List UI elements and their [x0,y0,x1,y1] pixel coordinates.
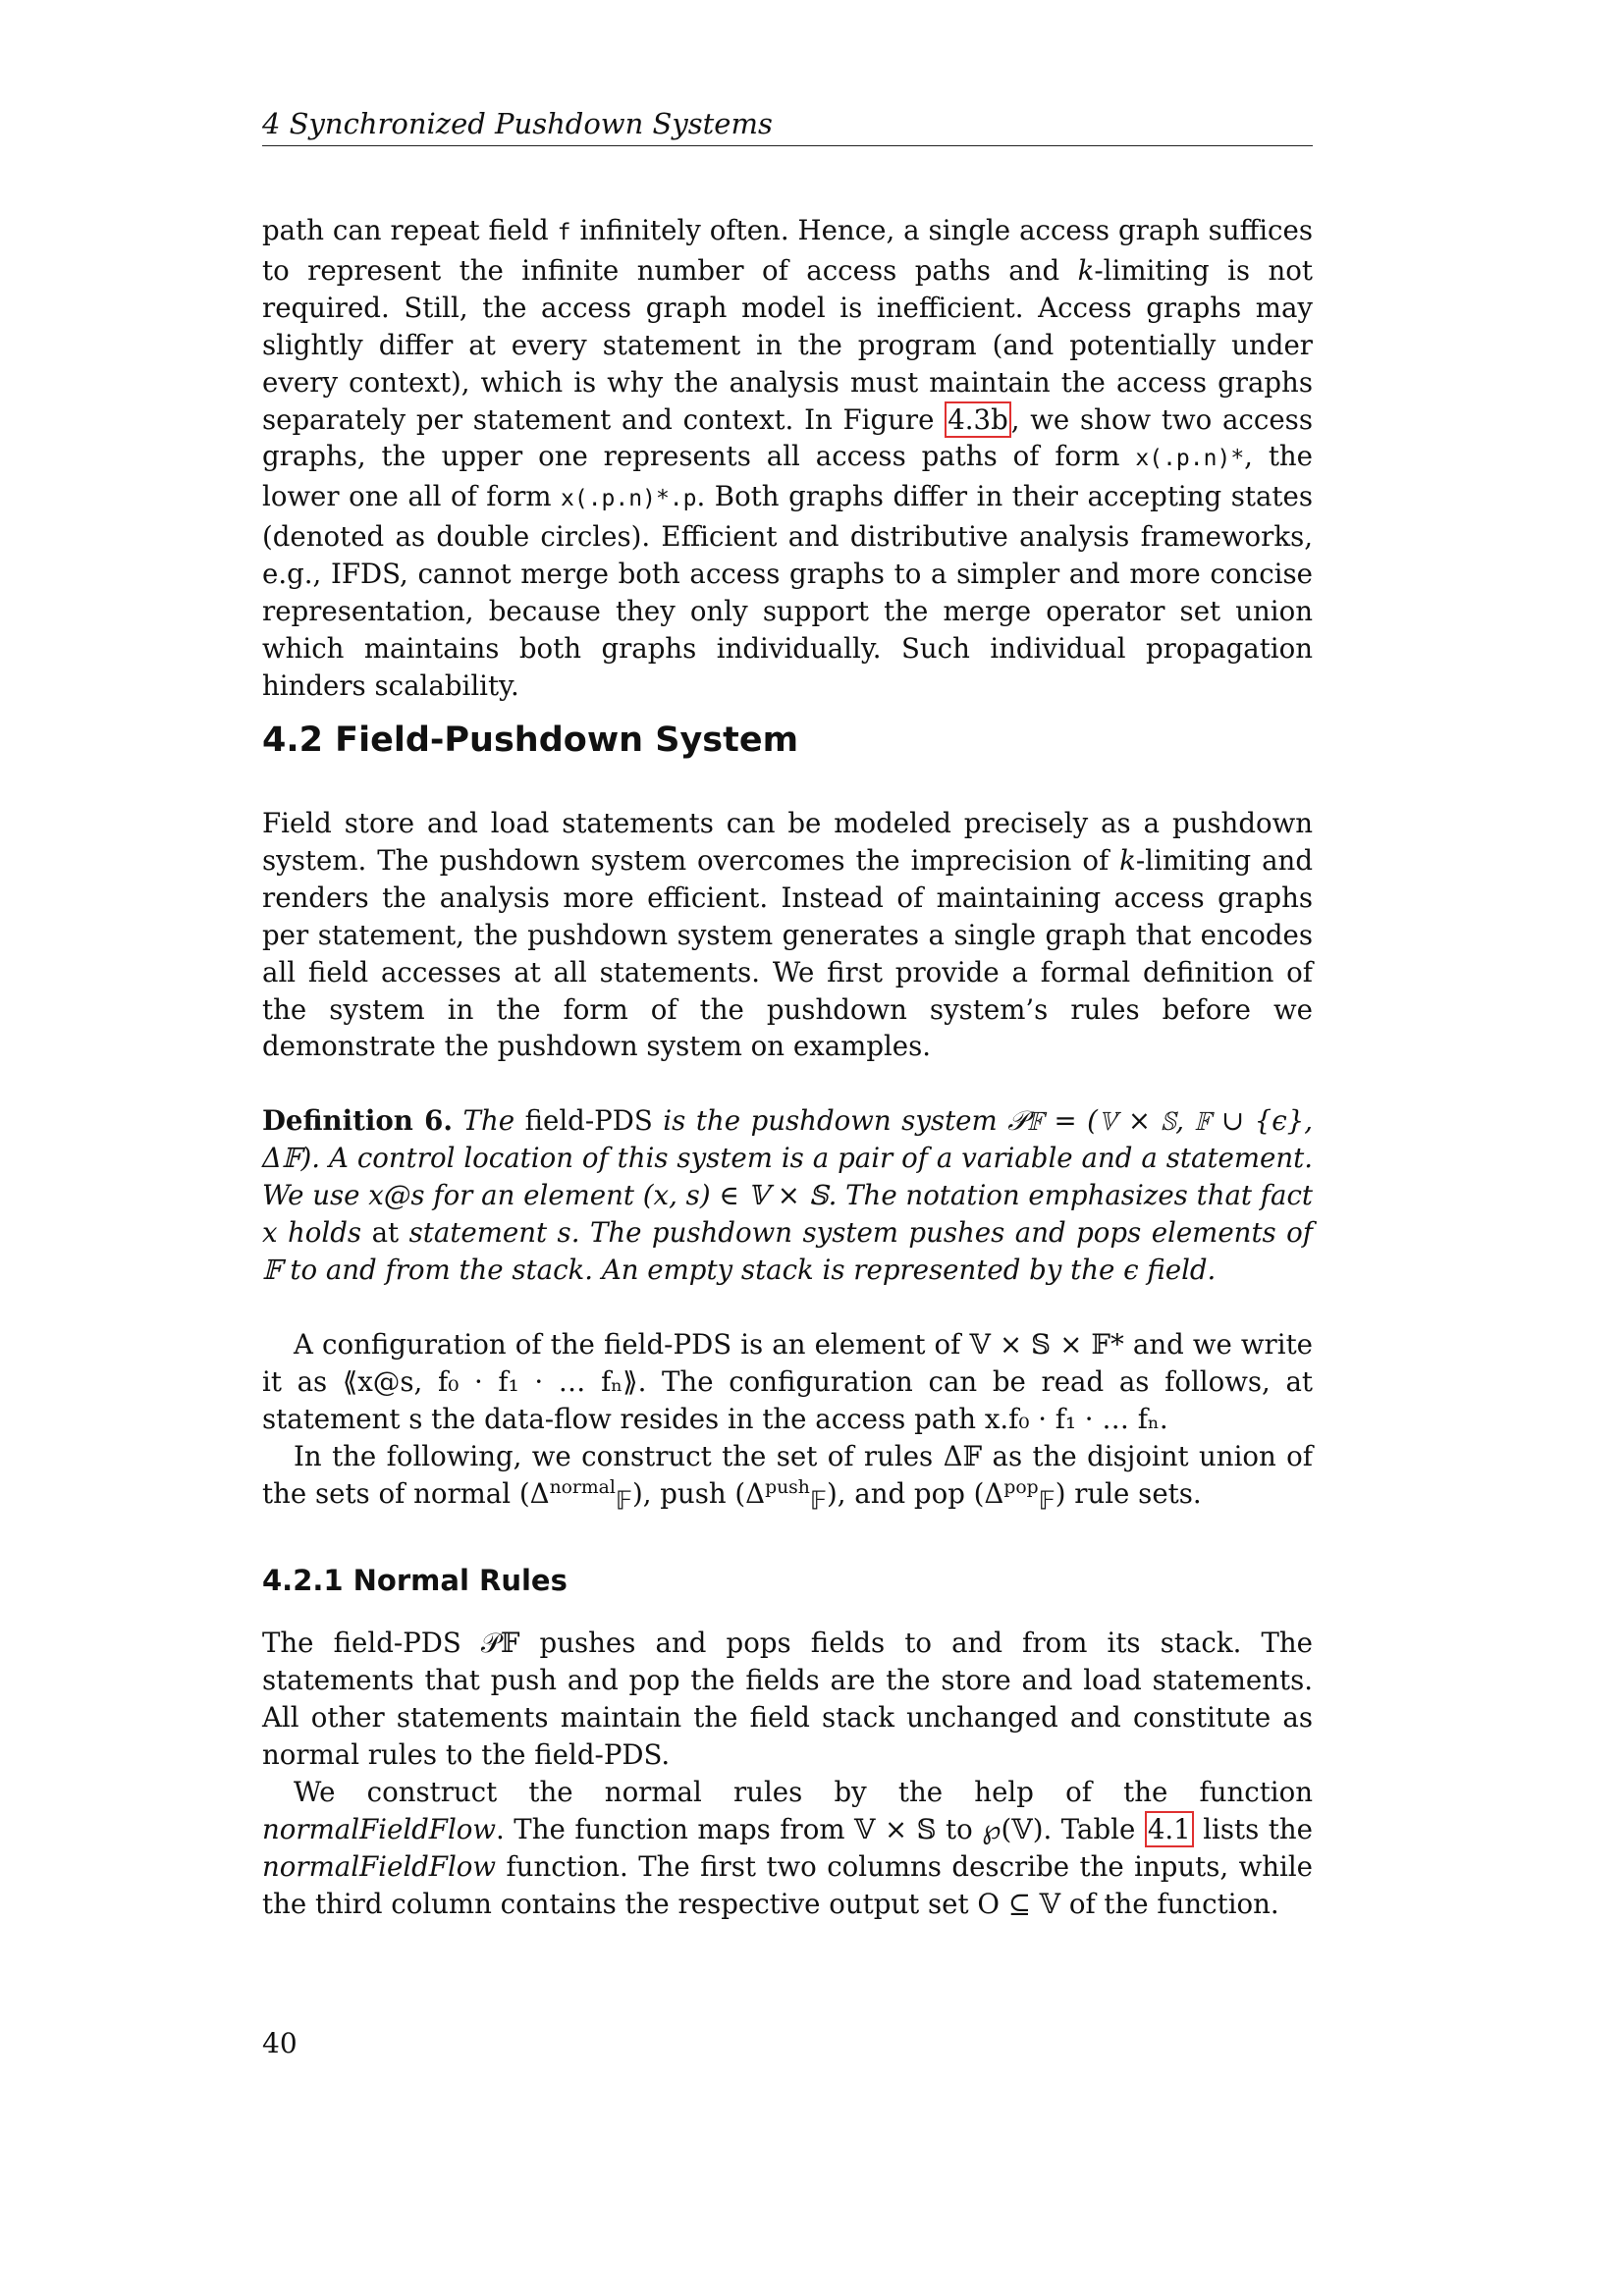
figure-link[interactable]: 4.3b [945,401,1011,438]
code-access-path-1: x(.p.n)* [1135,446,1245,472]
section-title: 4.2 Field-Pushdown System [262,721,799,760]
paragraph-normal-rules: The field-PDS 𝒫𝔽 pushes and pops fields to and from its stack. The statements that push and pop the fields are the store and load statements. All other statements maintain the field stack unchanged and constitute as normal rules to the field-PDS. [262,1627,1313,1771]
code-access-path-2: x(.p.n)*.p [561,486,697,512]
running-head: 4 Synchronized Pushdown Systems [262,106,1313,146]
code-field-f: f [557,220,571,245]
paragraph-access-graphs: path can repeat field f infinitely often. Hence, a single access graph suffices to represent the infinite number of access paths and k-limiting is not required. Still, the access graph model is inefficient. Access graphs may slightly differ at every statement in the program (and potentially under every context), which is why the analysis must maintain the access graphs separately per statement and context. In Figure 4.3b , we show two access graphs, the upper one represents all access paths of form x(.p.n)*, the lower one all of form x(.p.n)*.p. Both graphs differ in their accepting states (denoted as double circles). Efficient and distributive analysis frameworks, e.g., IFDS, cannot merge both access graphs to a simpler and more concise representation, because they only support the merge operator set union which maintains both graphs individually. Such individual propagation hinders scalability. [262,214,1314,702]
definition-formula: 𝒫𝔽 = (𝕍 × 𝕊, 𝔽 ∪ {ϵ}, Δ𝔽). [262,1104,1313,1174]
definition-6: Definition 6. The field-PDS is the pushdown system 𝒫𝔽 = (𝕍 × 𝕊, 𝔽 ∪ {ϵ}, Δ𝔽). A control location of this system is a pair of a variable and a statement. We use x@s for an element (x, s) ∈ 𝕍 × 𝕊. The notation emphasizes that fact x holds at statement s. The pushdown system pushes and pops elements of 𝔽 to and from the stack. An empty stack is represented by the ϵ field. [262,1104,1314,1286]
paragraph-field-pds-intro: Field store and load statements can be modeled precisely as a pushdown system. The pushdown system overcomes the imprecision of k-limiting and renders the analysis more efficient. Instead of maintaining access graphs per statement, the pushdown system generates a single graph that encodes all field accesses at all statements. We first provide a formal definition of the system in the form of the pushdown system’s rules before we demonstrate the pushdown system on examples. [262,807,1313,1063]
paragraph-rule-sets: In the following, we construct the set of rules Δ𝔽 as the disjoint union of the sets of normal $(\Delta^{normal}_𝔽)$, push $(\Delta^{push}_𝔽)$, and pop $(\Delta^{pop}_𝔽)$ rule sets. [262,1440,1313,1516]
subsection-title: 4.2.1 Normal Rules [262,1564,568,1597]
definition-term: field-PDS [524,1104,653,1137]
definition-label: Definition 6. [262,1104,453,1137]
page-number: 40 [262,2027,298,2059]
table-link[interactable]: 4.1 [1145,1811,1194,1847]
paragraph-normal-field-flow: We construct the normal rules by the help of the function normalFieldFlow. The function maps from 𝕍 × 𝕊 to ℘(𝕍). Table 4.1 lists the normalFieldFlow function. The first two columns describe the inputs, while the third column contains the respective output set O ⊆ 𝕍 of the function. [262,1776,1313,1920]
paragraph-configuration: A configuration of the field-PDS is an element of 𝕍 × 𝕊 × 𝔽* and we write it as ⟪x@s, f₀ · f₁ · … fₙ⟫. The configuration can be read as follows, at statement s the data-flow resides in the access path x.f₀ · f₁ · … fₙ. [262,1328,1313,1435]
